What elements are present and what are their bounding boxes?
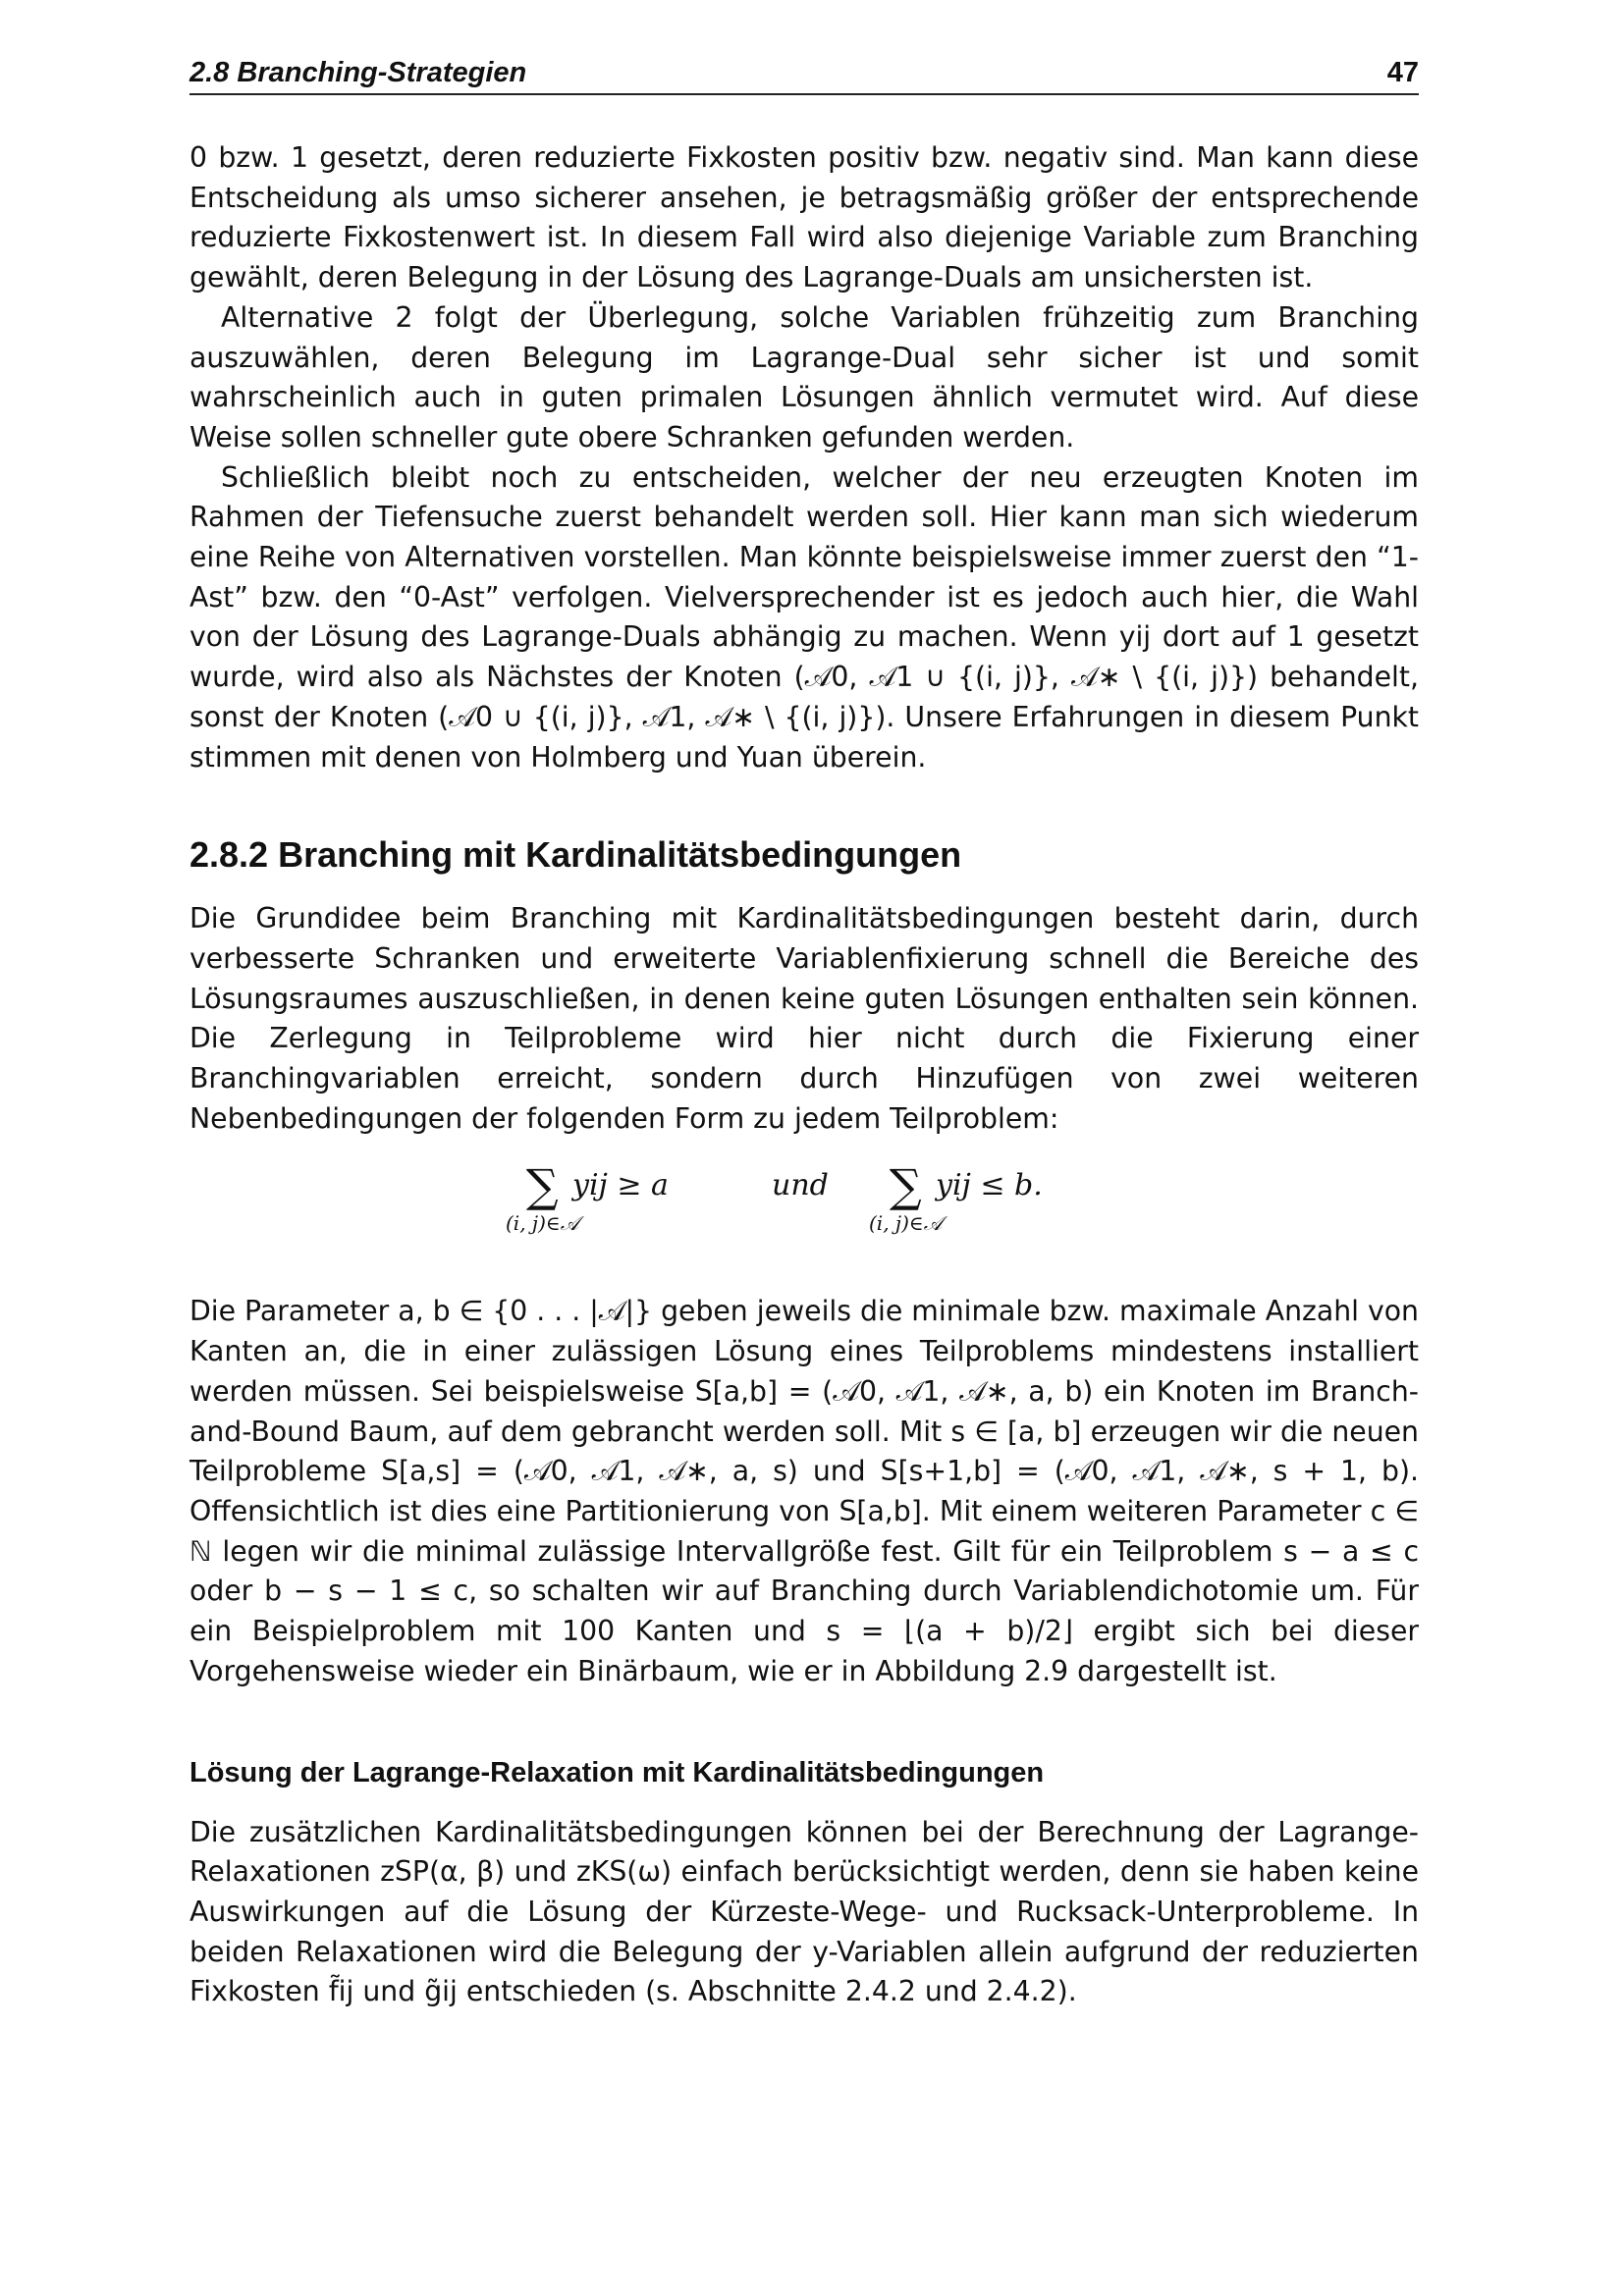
running-head [189,57,1419,95]
sum-symbol-right: ∑ [889,1159,922,1213]
paragraph-5: Die Parameter a, b ∈ {0 . . . |𝒜|} geben jeweils die minimale bzw. maximale Anzahl von Kanten an, die in einer zulässigen Lösung eines Teilproblems mindestens installiert werden müssen. Sei beispielsweise S[a,b] = (𝒜0, 𝒜1, 𝒜∗, a, b) ein Knoten im Branch-and-Bound Baum, auf dem gebrancht werden soll. Mit s ∈ [a, b] erzeugen wir die neuen Teilprobleme S[a,s] = (𝒜0, 𝒜1, 𝒜∗, a, s) und S[s+1,b] = (𝒜0, 𝒜1, 𝒜∗, s + 1, b). Offensichtlich ist dies eine Partitionierung von S[a,b]. Mit einem weiteren Parameter c ∈ ℕ legen wir die minimal zulässige Intervallgröße fest. Gilt für ein Teilproblem s − a ≤ c oder b − s − 1 ≤ c, so schalten wir auf Branching durch Variablendichotomie um. Für ein Beispielproblem mit 100 Kanten und s = ⌊(a + b)/2⌋ ergibt sich bei dieser Vorgehensweise wieder ein Binärbaum, wie er in Abbildung 2.9 dargestellt ist. [189,1295,1419,1687]
display-formula [189,1158,1419,1276]
section-heading: 2.8.2 Branching mit Kardinalitätsbedingungen [189,834,962,876]
sum-index-left: (i, j)∈𝒜 [506,1211,579,1236]
paragraph-6: Die zusätzlichen Kardinalitätsbedingungen können bei der Berechnung der Lagrange-Relaxationen zSP(α, β) und zKS(ω) einfach berücksichtigt werden, denn sie haben keine Auswirkungen auf die Lösung der Kürzeste-Wege- und Rucksack-Unterprobleme. In beiden Relaxationen wird die Belegung der y-Variablen allein aufgrund der reduzierten Fixkosten f̃ij und g̃ij entschieden (s. Abschnitte 2.4.2 und 2.4.2). [189,1815,1419,2008]
paragraph-2: Alternative 2 folgt der Überlegung, solche Variablen frühzeitig zum Branching auszuwählen, deren Belegung im Lagrange-Dual sehr sicher ist und somit wahrscheinlich auch in guten primalen Lösungen ähnlich vermutet wird. Auf diese Weise sollen schneller gute obere Schranken gefunden werden. [189,300,1419,454]
paragraph-4: Die Grundidee beim Branching mit Kardinalitätsbedingungen besteht darin, durch verbesserte Schranken und erweiterte Variablenfixierung schnell die Bereiche des Lösungsraumes auszuschließen, in denen keine guten Lösungen enthalten sein können. Die Zerlegung in Teilprobleme wird hier nicht durch die Fixierung einer Branchingvariablen erreicht, sondern durch Hinzufügen von zwei weiteren Nebenbedingungen der folgenden Form zu jedem Teilproblem: [189,902,1419,1135]
running-head-title: 2.8 Branching-Strategien [189,57,527,88]
sum-index-right: (i, j)∈𝒜 [869,1211,943,1236]
page-number: 47 [1386,57,1419,88]
sum-term-left: yij ≥ a [572,1168,669,1203]
sum-left [506,1158,579,1235]
sum-term-right: yij ≤ b. [936,1168,1043,1203]
subsection-heading: Lösung der Lagrange-Relaxation mit Kardinalitätsbedingungen [189,1756,1045,1789]
paragraph-1: 0 bzw. 1 gesetzt, deren reduzierte Fixkosten positiv bzw. negativ sind. Man kann diese Entscheidung als umso sicherer ansehen, je betragsmäßig größer der entsprechende reduzierte Fixkostenwert ist. In diesem Fall wird also diejenige Variable zum Branching gewählt, deren Belegung in der Lösung des Lagrange-Duals am unsichersten ist. [189,141,1419,294]
page [189,57,1419,2012]
sum-right [869,1158,943,1235]
formula-connector: und [772,1168,829,1203]
paragraph-3: Schließlich bleibt noch zu entscheiden, welcher der neu erzeugten Knoten im Rahmen der Tiefensuche zuerst behandelt werden soll. Hier kann man sich wiederum eine Reihe von Alternativen vorstellen. Man könnte beispielsweise immer zuerst den “1-Ast” bzw. den “0-Ast” verfolgen. Vielversprechender ist es jedoch auch hier, die Wahl von der Lösung des Lagrange-Duals abhängig zu machen. Wenn yij dort auf 1 gesetzt wurde, wird also als Nächstes der Knoten (𝒜0, 𝒜1 ∪ {(i, j)}, 𝒜∗ \ {(i, j)}) behandelt, sonst der Knoten (𝒜0 ∪ {(i, j)}, 𝒜1, 𝒜∗ \ {(i, j)}). Unsere Erfahrungen in diesem Punkt stimmen mit denen von Holmberg und Yuan überein. [189,460,1419,774]
sum-symbol-left: ∑ [525,1159,559,1213]
